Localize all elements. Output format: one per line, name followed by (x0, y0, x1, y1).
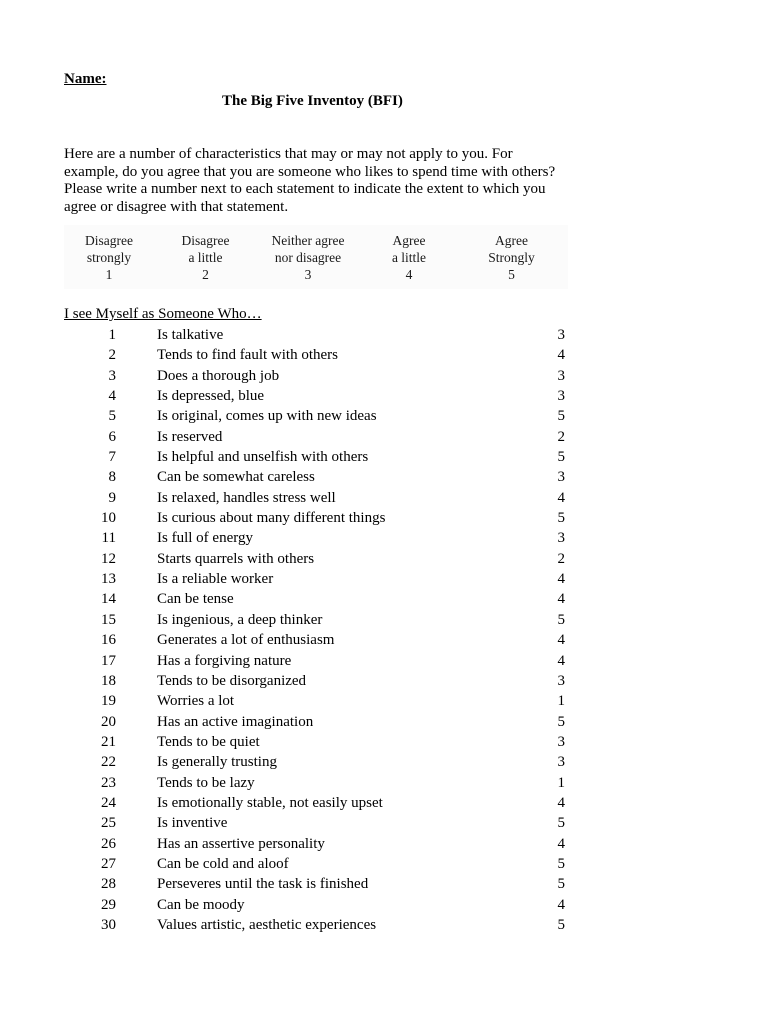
item-number: 10 (101, 510, 116, 527)
scale-value: 4 (405, 267, 413, 282)
item-statement: Is ingenious, a deep thinker (157, 611, 323, 628)
item-number: 26 (101, 835, 116, 852)
statement-list (0, 325, 768, 935)
document-title: The Big Five Inventoy (BFI) (222, 93, 403, 109)
item-rating: 4 (557, 652, 565, 669)
item-number: 16 (101, 632, 116, 649)
item-rating: 5 (557, 815, 565, 832)
item-rating: 5 (557, 408, 565, 425)
item-number: 6 (108, 428, 116, 445)
scale-label: Strongly (488, 250, 535, 265)
item-statement: Is relaxed, handles stress well (157, 489, 336, 506)
item-rating: 2 (557, 550, 565, 567)
scale-option-5 (459, 225, 564, 289)
scale-value: 2 (202, 267, 209, 282)
item-statement: Tends to find fault with others (157, 347, 339, 364)
scale-label: Neither agree (271, 233, 345, 248)
item-number: 5 (108, 408, 116, 425)
instructions-line: example, do you agree that you are someone who likes to spend time with others? (64, 163, 556, 180)
item-rating: 4 (557, 571, 565, 588)
list-item (0, 488, 768, 508)
item-rating: 5 (557, 713, 565, 730)
item-statement: Can be somewhat careless (157, 469, 315, 486)
list-item (0, 427, 768, 447)
item-number: 13 (101, 571, 116, 588)
item-number: 15 (101, 611, 116, 628)
item-rating: 5 (557, 876, 565, 893)
item-statement: Values artistic, aesthetic experiences (157, 916, 377, 933)
item-rating: 3 (557, 388, 565, 405)
list-item (0, 569, 768, 589)
item-rating: 5 (557, 855, 565, 872)
item-number: 28 (101, 876, 116, 893)
item-rating: 1 (557, 774, 565, 791)
item-rating: 4 (557, 632, 565, 649)
item-statement: Can be tense (157, 591, 234, 608)
item-rating: 4 (557, 794, 565, 811)
list-item (0, 467, 768, 487)
item-number: 3 (108, 367, 116, 384)
instructions-line: agree or disagree with that statement. (64, 198, 289, 215)
list-item (0, 793, 768, 813)
list-item (0, 813, 768, 833)
item-statement: Is inventive (157, 815, 228, 832)
item-number: 12 (101, 550, 116, 567)
item-statement: Tends to be lazy (157, 774, 255, 791)
list-item (0, 712, 768, 732)
item-number: 14 (101, 591, 116, 608)
scale-option-3 (257, 225, 359, 289)
list-item (0, 773, 768, 793)
item-statement: Perseveres until the task is finished (157, 876, 369, 893)
item-rating: 4 (557, 347, 565, 364)
item-rating: 3 (557, 367, 565, 384)
item-rating: 2 (557, 428, 565, 445)
item-rating: 5 (557, 510, 565, 527)
scale-value: 3 (304, 267, 312, 282)
list-item (0, 610, 768, 630)
instructions-line: Please write a number next to each statement to indicate the extent to which you (64, 181, 546, 197)
item-number: 11 (101, 530, 116, 547)
scale-label: Agree (392, 233, 426, 248)
item-statement: Generates a lot of enthusiasm (157, 632, 335, 649)
list-item (0, 691, 768, 711)
item-statement: Starts quarrels with others (157, 550, 315, 567)
item-number: 21 (101, 733, 116, 750)
item-number: 4 (108, 388, 116, 405)
item-number: 18 (101, 672, 116, 689)
scale-label: a little (391, 250, 427, 265)
list-item (0, 895, 768, 915)
list-item (0, 447, 768, 467)
item-number: 19 (101, 693, 116, 710)
list-item (0, 651, 768, 671)
rating-scale-legend (64, 225, 568, 289)
list-item (0, 834, 768, 854)
item-number: 2 (108, 347, 116, 364)
list-item (0, 325, 768, 345)
item-statement: Is helpful and unselfish with others (157, 449, 369, 466)
list-item (0, 366, 768, 386)
item-number: 23 (101, 774, 116, 791)
item-rating: 3 (557, 733, 565, 750)
scale-value: 1 (105, 267, 113, 282)
item-number: 24 (101, 794, 116, 811)
scale-option-4 (359, 225, 459, 289)
item-rating: 5 (557, 611, 565, 628)
item-number: 30 (101, 916, 116, 933)
scale-option-1 (64, 225, 154, 289)
scale-label: Disagree (85, 233, 133, 248)
item-statement: Is reserved (157, 428, 223, 445)
list-item (0, 671, 768, 691)
item-rating: 3 (557, 327, 565, 343)
item-statement: Is talkative (157, 327, 224, 343)
item-statement: Has a forgiving nature (157, 652, 292, 669)
list-item (0, 915, 768, 935)
scale-option-2 (154, 225, 257, 289)
item-number: 8 (108, 469, 116, 486)
item-statement: Tends to be disorganized (157, 672, 307, 689)
item-rating: 3 (557, 530, 565, 547)
scale-label: strongly (86, 250, 132, 265)
item-statement: Has an active imagination (157, 713, 314, 730)
item-rating: 5 (557, 916, 565, 933)
list-item (0, 752, 768, 772)
item-statement: Can be moody (157, 896, 245, 913)
instructions-paragraph (64, 146, 564, 216)
list-item (0, 589, 768, 609)
item-statement: Is curious about many different things (157, 510, 386, 527)
item-rating: 1 (557, 693, 565, 710)
list-item (0, 508, 768, 528)
list-item (0, 630, 768, 650)
item-rating: 4 (557, 896, 565, 913)
item-rating: 5 (557, 449, 565, 466)
item-statement: Is a reliable worker (157, 571, 274, 588)
item-rating: 4 (557, 591, 565, 608)
scale-label: a little (188, 250, 223, 265)
item-number: 1 (108, 327, 116, 343)
item-statement: Is original, comes up with new ideas (157, 408, 377, 425)
section-heading: I see Myself as Someone Who… (64, 306, 262, 322)
name-label: Name: (64, 71, 107, 87)
scale-label: Agree (495, 233, 528, 248)
item-number: 29 (101, 896, 116, 913)
scale-label: nor disagree (274, 250, 342, 265)
item-rating: 3 (557, 754, 565, 771)
item-number: 20 (101, 713, 116, 730)
scale-label: Disagree (181, 233, 230, 248)
item-statement: Can be cold and aloof (157, 855, 289, 872)
item-number: 9 (108, 489, 116, 506)
item-statement: Worries a lot (157, 693, 235, 710)
list-item (0, 406, 768, 426)
item-statement: Is depressed, blue (157, 388, 265, 405)
instructions-line: Here are a number of characteristics that may or may not apply to you. For (64, 146, 513, 162)
item-statement: Is emotionally stable, not easily upset (157, 794, 383, 811)
item-number: 22 (101, 754, 116, 771)
item-number: 7 (108, 449, 116, 466)
list-item (0, 732, 768, 752)
item-rating: 4 (557, 489, 565, 506)
item-statement: Is full of energy (157, 530, 253, 547)
list-item (0, 854, 768, 874)
list-item (0, 345, 768, 365)
list-item (0, 528, 768, 548)
item-rating: 4 (557, 835, 565, 852)
item-statement: Has an assertive personality (157, 835, 325, 852)
item-number: 25 (101, 815, 116, 832)
item-number: 27 (101, 855, 116, 872)
list-item (0, 874, 768, 894)
item-number: 17 (101, 652, 116, 669)
scale-value: 5 (508, 267, 515, 282)
list-item (0, 549, 768, 569)
item-statement: Is generally trusting (157, 754, 277, 771)
list-item (0, 386, 768, 406)
item-rating: 3 (557, 672, 565, 689)
item-statement: Tends to be quiet (157, 733, 260, 750)
item-rating: 3 (557, 469, 565, 486)
item-statement: Does a thorough job (157, 367, 280, 384)
